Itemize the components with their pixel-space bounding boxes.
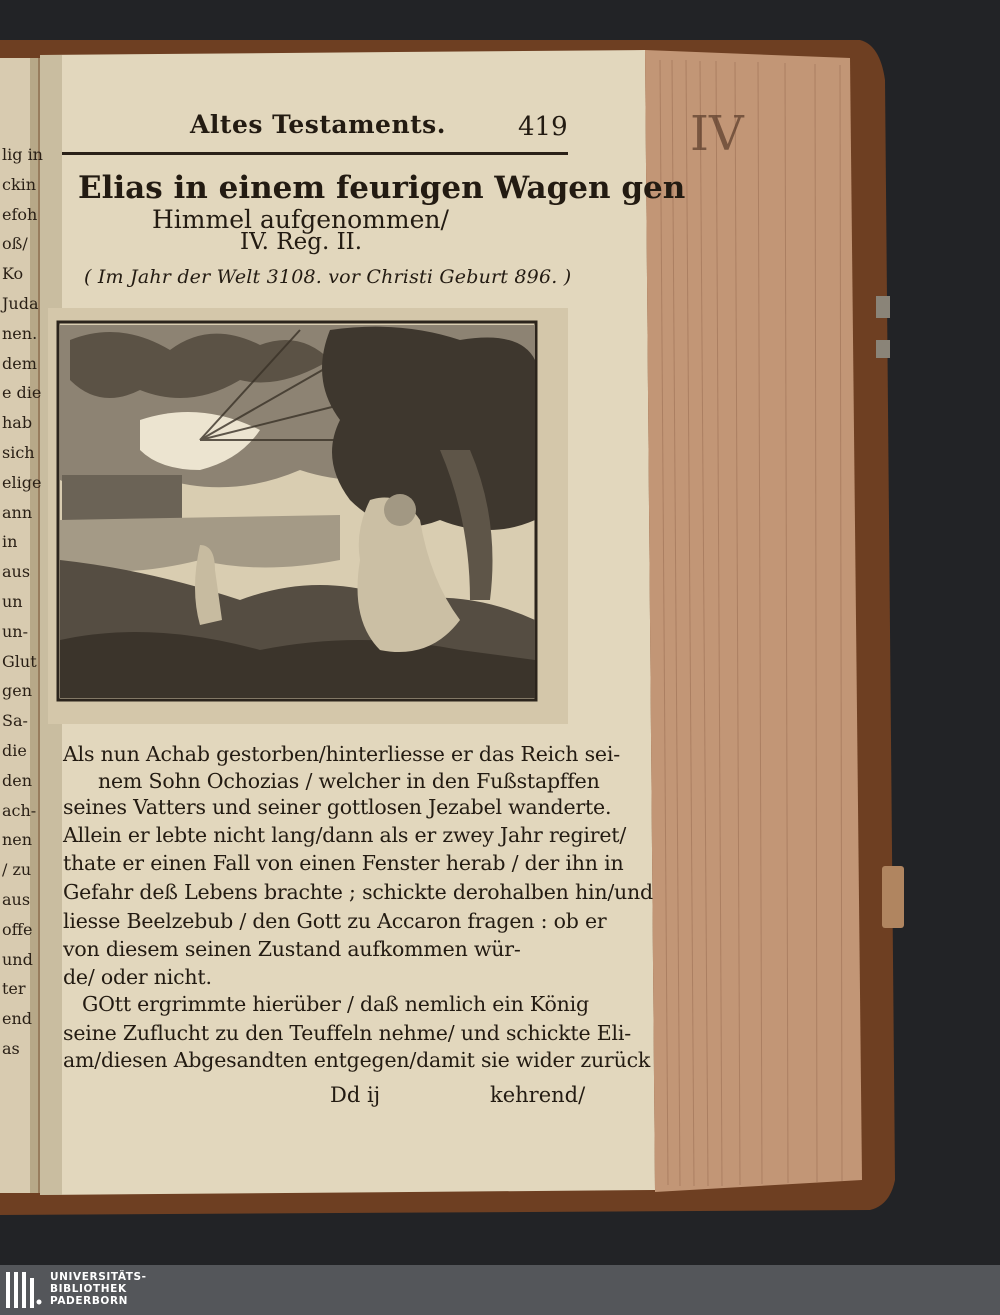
library-name-line-3: PADERBORN [50, 1295, 129, 1307]
left-page-fragment: ach- [2, 800, 37, 820]
body-line: nem Sohn Ochozias / welcher in den Fußstapffen [98, 769, 600, 793]
left-page-fragment: in [2, 532, 18, 552]
left-page-fragment: un- [2, 621, 29, 641]
left-page-fragment: elige [2, 472, 42, 492]
body-line: GOtt ergrimmte hierüber / daß nemlich ein König [82, 992, 589, 1016]
left-page-fragment: aus [2, 890, 31, 909]
running-head: Altes Testaments. [190, 110, 446, 139]
left-page-fragment: sich [2, 443, 35, 462]
left-page-fragment: offe [2, 919, 33, 939]
body-line: von diesem seinen Zustand aufkommen wür- [63, 937, 521, 961]
left-page-fragment: lig in [2, 145, 43, 164]
library-name-line-2: BIBLIOTHEK [50, 1283, 127, 1295]
body-line: Als nun Achab gestorben/hinterliesse er das Reich sei- [63, 742, 620, 766]
body-line: liesse Beelzebub / den Gott zu Accaron fragen : ob er [63, 909, 607, 933]
svg-text:IV: IV [690, 106, 744, 162]
page-title: Elias in einem feurigen Wagen gen [78, 170, 686, 206]
left-page-fragment: oß/ [2, 234, 28, 254]
left-page-fragment: end [2, 1009, 33, 1029]
library-name-line-1: UNIVERSITÄTS- [50, 1271, 147, 1283]
left-page-fragment: den [2, 770, 33, 790]
left-page-fragment: Ko [2, 264, 24, 284]
body-line: Allein er lebte nicht lang/dann als er zwey Jahr regiret/ [63, 823, 627, 847]
left-page-fragment: nen. [2, 323, 38, 343]
page-title-line-2: Himmel aufgenommen/ [152, 205, 449, 234]
left-page-fragment: gen [2, 681, 33, 701]
head-rule [62, 150, 568, 158]
left-page-fragment: dem [2, 353, 37, 373]
left-page-fragment: die [2, 741, 27, 760]
left-page-fragment: un [2, 592, 23, 611]
scripture-reference: IV. Reg. II. [240, 229, 363, 255]
library-footer [0, 1265, 1000, 1315]
dateline: ( Im Jahr der Welt 3108. vor Christi Geburt 896. ) [84, 266, 572, 288]
left-page-fragment: ckin [2, 174, 37, 194]
left-page-fragment: Juda [2, 294, 39, 313]
body-line: de/ oder nicht. [63, 965, 212, 989]
left-page-fragment: hab [2, 413, 33, 433]
left-page-fragment: as [2, 1039, 20, 1058]
body-line: seines Vatters und seiner gottlosen Jezabel wanderte. [63, 795, 612, 819]
left-page-fragment: nen [2, 830, 33, 850]
left-page-fragment: e die [2, 383, 42, 403]
left-page-fragment: aus [2, 562, 31, 582]
body-line: am/diesen Abgesandten entgegen/damit sie wider zurück [63, 1048, 651, 1072]
signature-mark: Dd ij [330, 1083, 381, 1107]
left-page-fragment: ann [2, 502, 33, 522]
body-line: thate er einen Fall von einen Fenster herab / der ihn in [63, 851, 624, 875]
left-page-fragment: und [2, 949, 33, 969]
left-page-fragment: / zu [2, 860, 32, 880]
catchword: kehrend/ [490, 1083, 586, 1107]
body-line: seine Zuflucht zu den Teuffeln nehme/ und schickte Eli- [63, 1021, 631, 1045]
left-page-fragment: Glut [2, 651, 37, 671]
body-line: Gefahr deß Lebens brachte ; schickte derohalben hin/und [63, 880, 653, 904]
left-page-fragment: efoh [2, 204, 38, 224]
left-page-fragment: ter [2, 979, 26, 999]
library-logo-icon [6, 1272, 42, 1308]
left-page-fragment: Sa- [2, 711, 28, 731]
page-number: 419 [518, 112, 568, 142]
